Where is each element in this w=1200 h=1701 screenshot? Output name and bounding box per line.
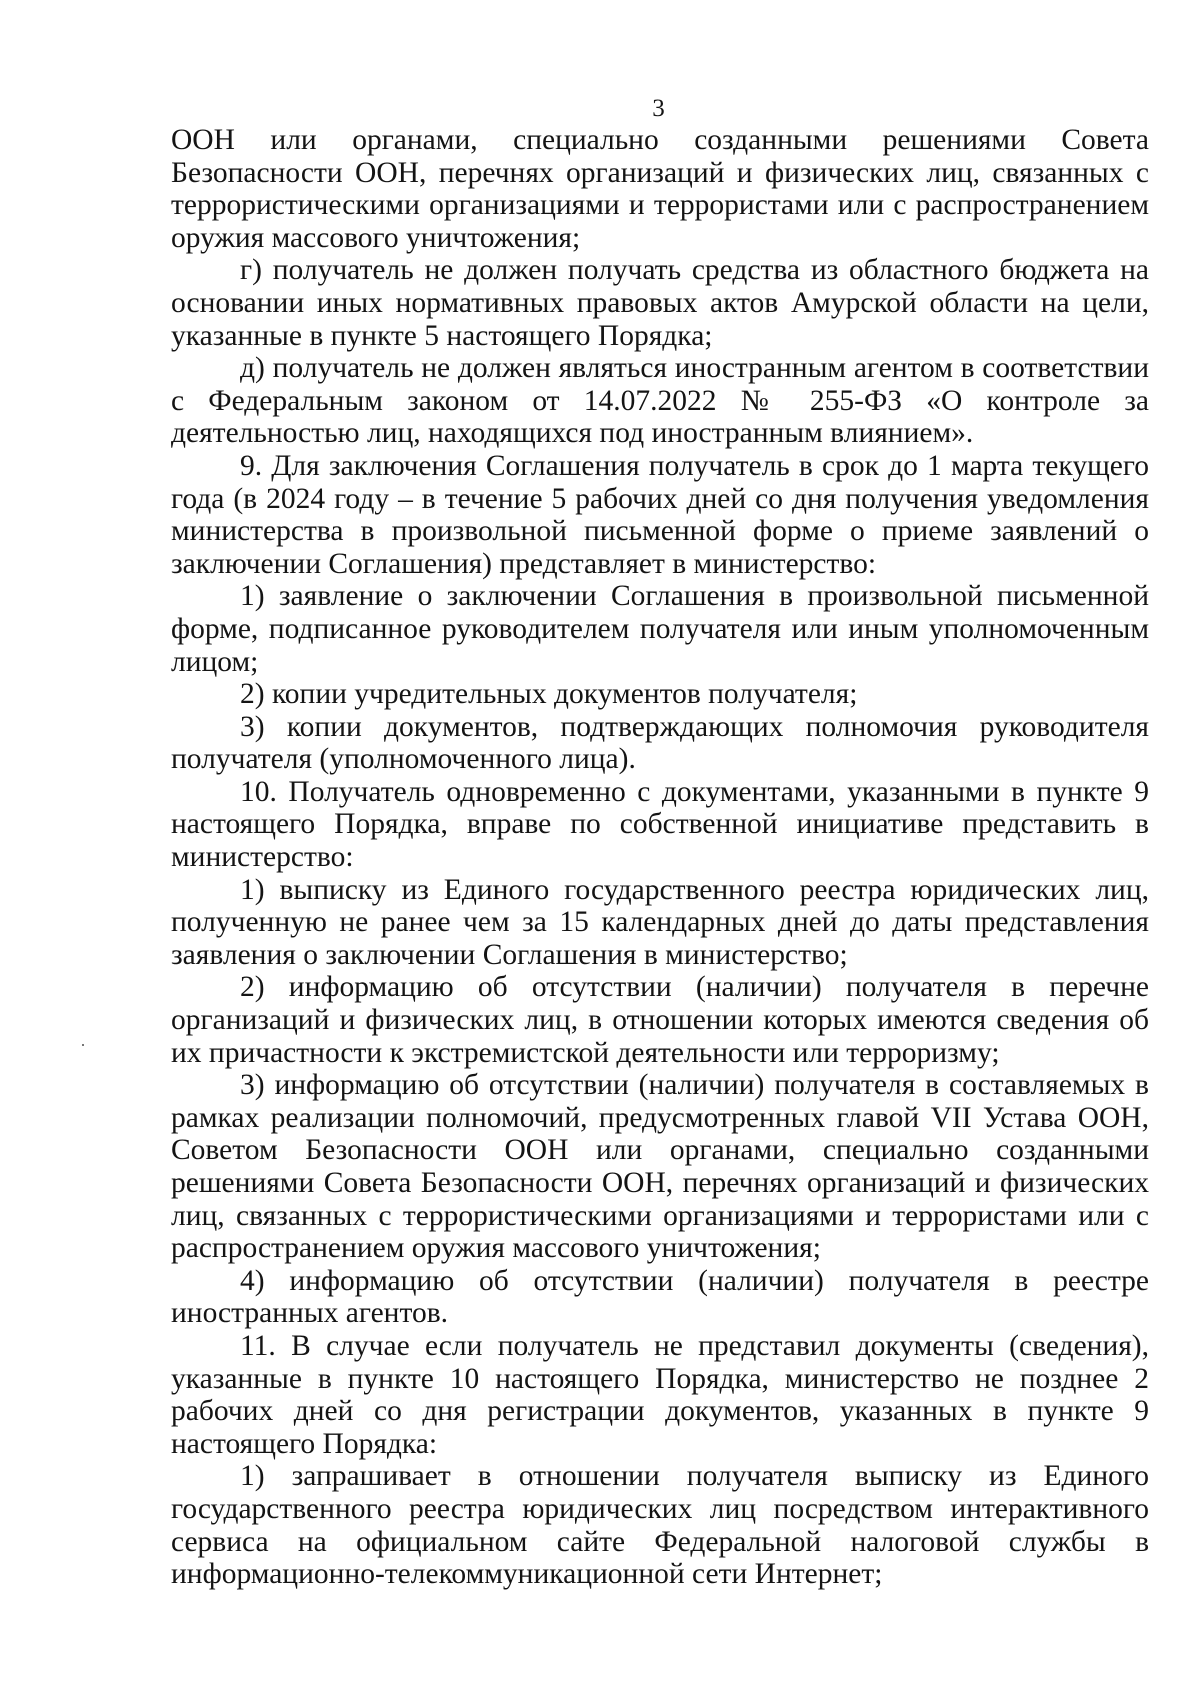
paragraph: г) получатель не должен получать средства из областного бюджета на основании иных нормативных правовых актов Амурской области на цели, указанные в пункте 5 настоящего Порядка; [171, 254, 1149, 352]
paragraph: 9. Для заключения Соглашения получатель в срок до 1 марта текущего года (в 2024 году – в течение 5 рабочих дней со дня получения уведомления министерства в произвольной письменной форме о приеме заявлений о заключении Соглашения) представляет в министерство: [171, 449, 1149, 580]
paragraph: 3) копии документов, подтверждающих полномочия руководителя получателя (уполномоченного лица). [171, 710, 1149, 776]
document-body [171, 124, 1149, 1591]
page-number: 3 [652, 95, 665, 122]
paragraph: 4) информацию об отсутствии (наличии) получателя в реестре иностранных агентов. [171, 1264, 1149, 1330]
paragraph: 2) копии учредительных документов получателя; [240, 678, 858, 711]
paragraph: 3) информацию об отсутствии (наличии) получателя в составляемых в рамках реализации полномочий, предусмотренных главой VII Устава ООН, Советом Безопасности ООН или органами, специально созданными решениями Совета Безопасности ООН, перечнях организаций и физических лиц, связанных с террористическими организациями и террористами или с распространением оружия массового уничтожения; [171, 1069, 1149, 1265]
scan-speck [82, 1044, 84, 1046]
paragraph: 1) запрашивает в отношении получателя выписку из Единого государственного реестра юридических лиц посредством интерактивного сервиса на официальном сайте Федеральной налоговой службы в информационно-телекоммуникационной сети Интернет; [171, 1460, 1149, 1591]
paragraph: 1) выписку из Единого государственного реестра юридических лиц, полученную не ранее чем за 15 календарных дней до даты представления заявления о заключении Соглашения в министерство; [171, 873, 1149, 971]
paragraph: 11. В случае если получатель не представил документы (сведения), указанные в пункте 10 настоящего Порядка, министерство не позднее 2 рабочих дней со дня регистрации документов, указанных в пункте 9 настоящего Порядка: [171, 1329, 1149, 1460]
paragraph: 1) заявление о заключении Соглашения в произвольной письменной форме, подписанное руководителем получателя или иным уполномоченным лицом; [171, 580, 1149, 678]
paragraph: 2) информацию об отсутствии (наличии) получателя в перечне организаций и физических лиц, в отношении которых имеются сведения об их причастности к экстремистской деятельности или терроризму; [171, 971, 1149, 1069]
paragraph: 10. Получатель одновременно с документами, указанными в пункте 9 настоящего Порядка, вправе по собственной инициативе представить в министерство: [171, 775, 1149, 874]
paragraph: д) получатель не должен являться иностранным агентом в соответствии с Федеральным законом от 14.07.2022 № 255-ФЗ «О контроле за деятельностью лиц, находящихся под иностранным влиянием». [171, 352, 1149, 450]
paragraph: ООН или органами, специально созданными решениями Совета Безопасности ООН, перечнях организаций и физических лиц, связанных с террористическими организациями и террористами или с распространением оружия массового уничтожения; [171, 124, 1149, 254]
